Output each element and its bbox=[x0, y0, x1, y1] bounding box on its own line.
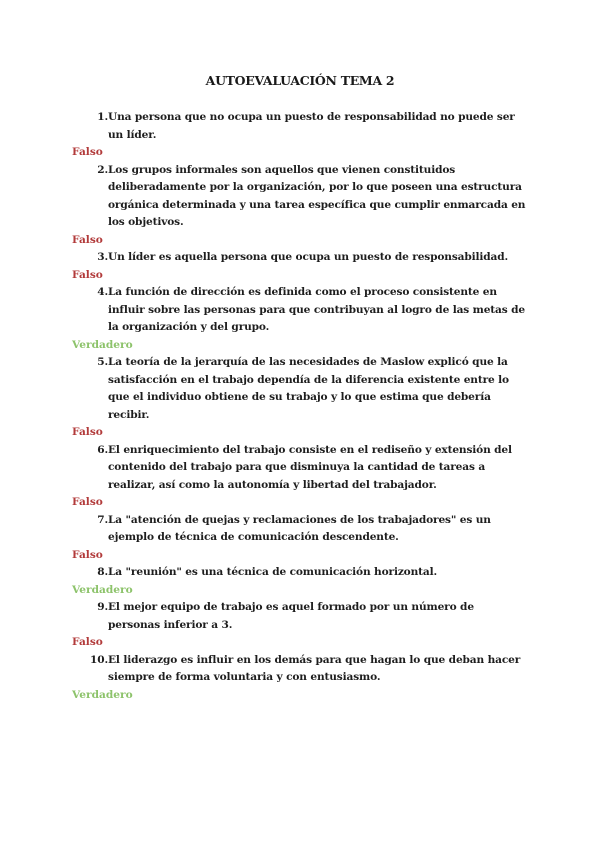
question-item bbox=[72, 599, 528, 652]
page-title: AUTOEVALUACIÓN TEMA 2 bbox=[205, 73, 395, 88]
question-item bbox=[72, 109, 528, 162]
question-row bbox=[72, 162, 528, 232]
answer-label: Falso bbox=[72, 548, 103, 561]
question-row bbox=[72, 652, 528, 687]
question-text: El enriquecimiento del trabajo consiste en el rediseño y extensión del contenido del trabajo para que disminuya la cantidad de tareas a realizar, así como la autonomía y libertad del trabajador. bbox=[108, 443, 512, 491]
question-text: La "reunión" es una técnica de comunicación horizontal. bbox=[108, 566, 438, 578]
question-text: La función de dirección es definida como el proceso consistente en influir sobre las personas para que contribuyan al logro de las metas de la organización y del grupo. bbox=[108, 286, 525, 333]
question-item bbox=[72, 354, 528, 442]
question-item bbox=[72, 284, 528, 354]
question-text: El liderazgo es influir en los demás para que hagan lo que deban hacer siempre de forma voluntaria y con entusiasmo. bbox=[108, 653, 521, 683]
question-text: La "atención de quejas y reclamaciones de los trabajadores" es un ejemplo de técnica de comunicación descendente. bbox=[108, 513, 491, 543]
question-row bbox=[72, 249, 528, 267]
question-item bbox=[72, 652, 528, 705]
question-number: 9. bbox=[97, 601, 108, 613]
question-item bbox=[72, 162, 528, 250]
question-number: 2. bbox=[97, 163, 108, 176]
question-text: Una persona que no ocupa un puesto de responsabilidad no puede ser un líder. bbox=[108, 111, 515, 141]
question-item bbox=[72, 249, 528, 284]
question-row bbox=[72, 109, 528, 144]
question-item bbox=[72, 512, 528, 565]
answer-label: Verdadero bbox=[72, 688, 133, 701]
question-row bbox=[72, 354, 528, 424]
question-text: Un líder es aquella persona que ocupa un puesto de responsabilidad. bbox=[108, 251, 509, 263]
question-row bbox=[72, 564, 528, 582]
answer-label: Verdadero bbox=[72, 338, 133, 351]
question-number: 10. bbox=[90, 653, 108, 666]
question-list bbox=[72, 109, 528, 704]
answer-label: Falso bbox=[72, 146, 103, 158]
question-number: 5. bbox=[97, 356, 108, 368]
answer-label: Falso bbox=[72, 636, 103, 648]
question-number: 3. bbox=[97, 251, 108, 263]
question-number: 4. bbox=[97, 286, 108, 298]
question-row bbox=[72, 512, 528, 547]
answer-label: Verdadero bbox=[72, 583, 133, 596]
question-text: El mejor equipo de trabajo es aquel formado por un número de personas inferior a 3. bbox=[108, 601, 474, 631]
question-row bbox=[72, 599, 528, 634]
answer-label: Falso bbox=[72, 426, 103, 438]
question-text: La teoría de la jerarquía de las necesidades de Maslow explicó que la satisfacción en el trabajo dependía de la diferencia existente entre lo que el individuo obtiene de su trabajo y lo que estima que debería recibir. bbox=[108, 356, 509, 421]
question-item bbox=[72, 442, 528, 512]
question-row bbox=[72, 284, 528, 337]
question-text: Los grupos informales son aquellos que vienen constituidos deliberadamente por la organización, por lo que poseen una estructura orgánica determinada y una tarea específica que cumplir enmarcada en los objetivos. bbox=[108, 163, 526, 228]
question-item bbox=[72, 564, 528, 599]
answer-label: Falso bbox=[72, 268, 103, 281]
answer-label: Falso bbox=[72, 496, 103, 508]
answer-label: Falso bbox=[72, 233, 103, 246]
question-number: 7. bbox=[97, 513, 108, 526]
question-number: 6. bbox=[97, 443, 108, 456]
question-number: 8. bbox=[97, 566, 108, 578]
question-row bbox=[72, 442, 528, 495]
question-number: 1. bbox=[97, 111, 108, 123]
